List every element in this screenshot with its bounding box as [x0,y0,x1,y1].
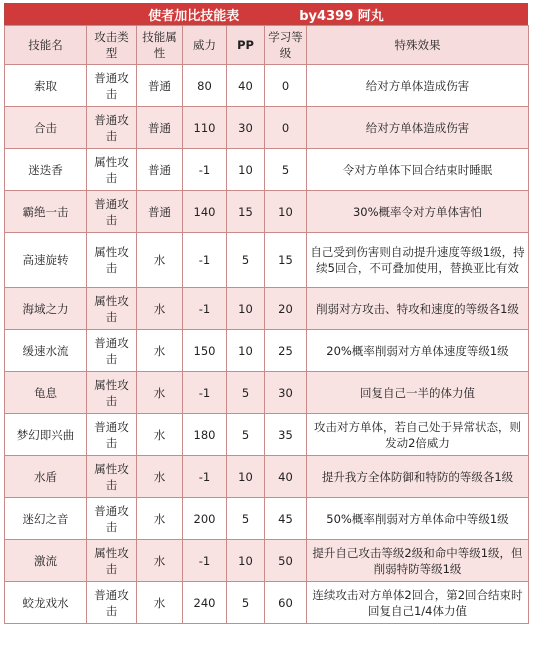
cell-attr: 水 [137,456,183,498]
cell-power: -1 [183,149,227,191]
cell-level: 0 [265,107,307,149]
table-row [5,330,529,372]
table-row [5,149,529,191]
cell-type: 属性攻击 [87,149,137,191]
cell-pp: 40 [227,65,265,107]
cell-pp: 10 [227,540,265,582]
cell-name: 索取 [5,65,87,107]
table-row [5,288,529,330]
cell-attr: 水 [137,582,183,624]
cell-name: 高速旋转 [5,233,87,288]
cell-name: 龟息 [5,372,87,414]
cell-name: 梦幻即兴曲 [5,414,87,456]
header-power: 威力 [183,26,227,65]
cell-effect: 给对方单体造成伤害 [307,65,529,107]
cell-power: -1 [183,288,227,330]
cell-attr: 水 [137,414,183,456]
table-row [5,191,529,233]
cell-pp: 10 [227,149,265,191]
table-row [5,540,529,582]
cell-level: 15 [265,233,307,288]
header-name: 技能名 [5,26,87,65]
cell-name: 激流 [5,540,87,582]
cell-pp: 10 [227,330,265,372]
table-row [5,107,529,149]
cell-effect: 30%概率令对方单体害怕 [307,191,529,233]
cell-effect: 令对方单体下回合结束时睡眠 [307,149,529,191]
cell-effect: 提升自己攻击等级2级和命中等级1级，但削弱特防等级1级 [307,540,529,582]
header-pp: PP [227,26,265,65]
cell-effect: 20%概率削弱对方单体速度等级1级 [307,330,529,372]
cell-attr: 普通 [137,65,183,107]
table-row [5,582,529,624]
cell-level: 20 [265,288,307,330]
cell-name: 霸绝一击 [5,191,87,233]
cell-type: 普通攻击 [87,191,137,233]
cell-level: 0 [265,65,307,107]
cell-type: 属性攻击 [87,540,137,582]
cell-attr: 水 [137,498,183,540]
cell-type: 普通攻击 [87,107,137,149]
cell-attr: 水 [137,330,183,372]
cell-attr: 水 [137,288,183,330]
cell-level: 45 [265,498,307,540]
cell-power: 80 [183,65,227,107]
cell-power: 150 [183,330,227,372]
cell-name: 蛟龙戏水 [5,582,87,624]
cell-effect: 连续攻击对方单体2回合，第2回合结束时回复自己1/4体力值 [307,582,529,624]
cell-name: 迷迭香 [5,149,87,191]
cell-effect: 自己受到伤害则自动提升速度等级1级，持续5回合，不可叠加使用，替换亚比有效 [307,233,529,288]
cell-power: -1 [183,233,227,288]
table-title: 使者加比技能表 [148,8,240,24]
cell-type: 普通攻击 [87,65,137,107]
cell-pp: 5 [227,582,265,624]
cell-power: 110 [183,107,227,149]
cell-power: 240 [183,582,227,624]
cell-name: 合击 [5,107,87,149]
cell-type: 普通攻击 [87,414,137,456]
cell-attr: 普通 [137,107,183,149]
cell-pp: 15 [227,191,265,233]
table-row [5,233,529,288]
cell-type: 普通攻击 [87,330,137,372]
cell-effect: 攻击对方单体，若自己处于异常状态，则发动2倍威力 [307,414,529,456]
table-row [5,498,529,540]
table-row [5,456,529,498]
cell-level: 40 [265,456,307,498]
cell-power: 140 [183,191,227,233]
cell-power: -1 [183,540,227,582]
cell-type: 属性攻击 [87,233,137,288]
cell-name: 海域之力 [5,288,87,330]
header-attr: 技能属性 [137,26,183,65]
cell-pp: 30 [227,107,265,149]
cell-type: 普通攻击 [87,498,137,540]
header-level: 学习等级 [265,26,307,65]
cell-effect: 削弱对方攻击、特攻和速度的等级各1级 [307,288,529,330]
table-author: by4399 阿丸 [299,8,384,24]
cell-attr: 水 [137,540,183,582]
cell-type: 属性攻击 [87,372,137,414]
cell-level: 60 [265,582,307,624]
cell-level: 35 [265,414,307,456]
cell-pp: 5 [227,372,265,414]
cell-level: 25 [265,330,307,372]
cell-effect: 回复自己一半的体力值 [307,372,529,414]
cell-pp: 5 [227,233,265,288]
header-row [5,26,529,65]
cell-power: 200 [183,498,227,540]
cell-type: 属性攻击 [87,456,137,498]
cell-effect: 提升我方全体防御和特防的等级各1级 [307,456,529,498]
cell-level: 50 [265,540,307,582]
cell-level: 5 [265,149,307,191]
table-row [5,372,529,414]
cell-level: 30 [265,372,307,414]
header-effect: 特殊效果 [307,26,529,65]
cell-pp: 10 [227,288,265,330]
cell-effect: 给对方单体造成伤害 [307,107,529,149]
cell-level: 10 [265,191,307,233]
header-type: 攻击类型 [87,26,137,65]
cell-power: -1 [183,456,227,498]
cell-pp: 10 [227,456,265,498]
cell-type: 属性攻击 [87,288,137,330]
skill-table [4,25,529,624]
cell-pp: 5 [227,498,265,540]
cell-attr: 普通 [137,149,183,191]
cell-name: 迷幻之音 [5,498,87,540]
cell-effect: 50%概率削弱对方单体命中等级1级 [307,498,529,540]
cell-attr: 普通 [137,191,183,233]
table-title-bar [4,3,528,25]
cell-attr: 水 [137,233,183,288]
table-row [5,414,529,456]
cell-name: 水盾 [5,456,87,498]
table-row [5,65,529,107]
cell-power: 180 [183,414,227,456]
skill-table-container [4,3,528,624]
cell-attr: 水 [137,372,183,414]
cell-name: 缓速水流 [5,330,87,372]
cell-power: -1 [183,372,227,414]
skill-table-body [5,65,529,624]
cell-pp: 5 [227,414,265,456]
cell-type: 普通攻击 [87,582,137,624]
